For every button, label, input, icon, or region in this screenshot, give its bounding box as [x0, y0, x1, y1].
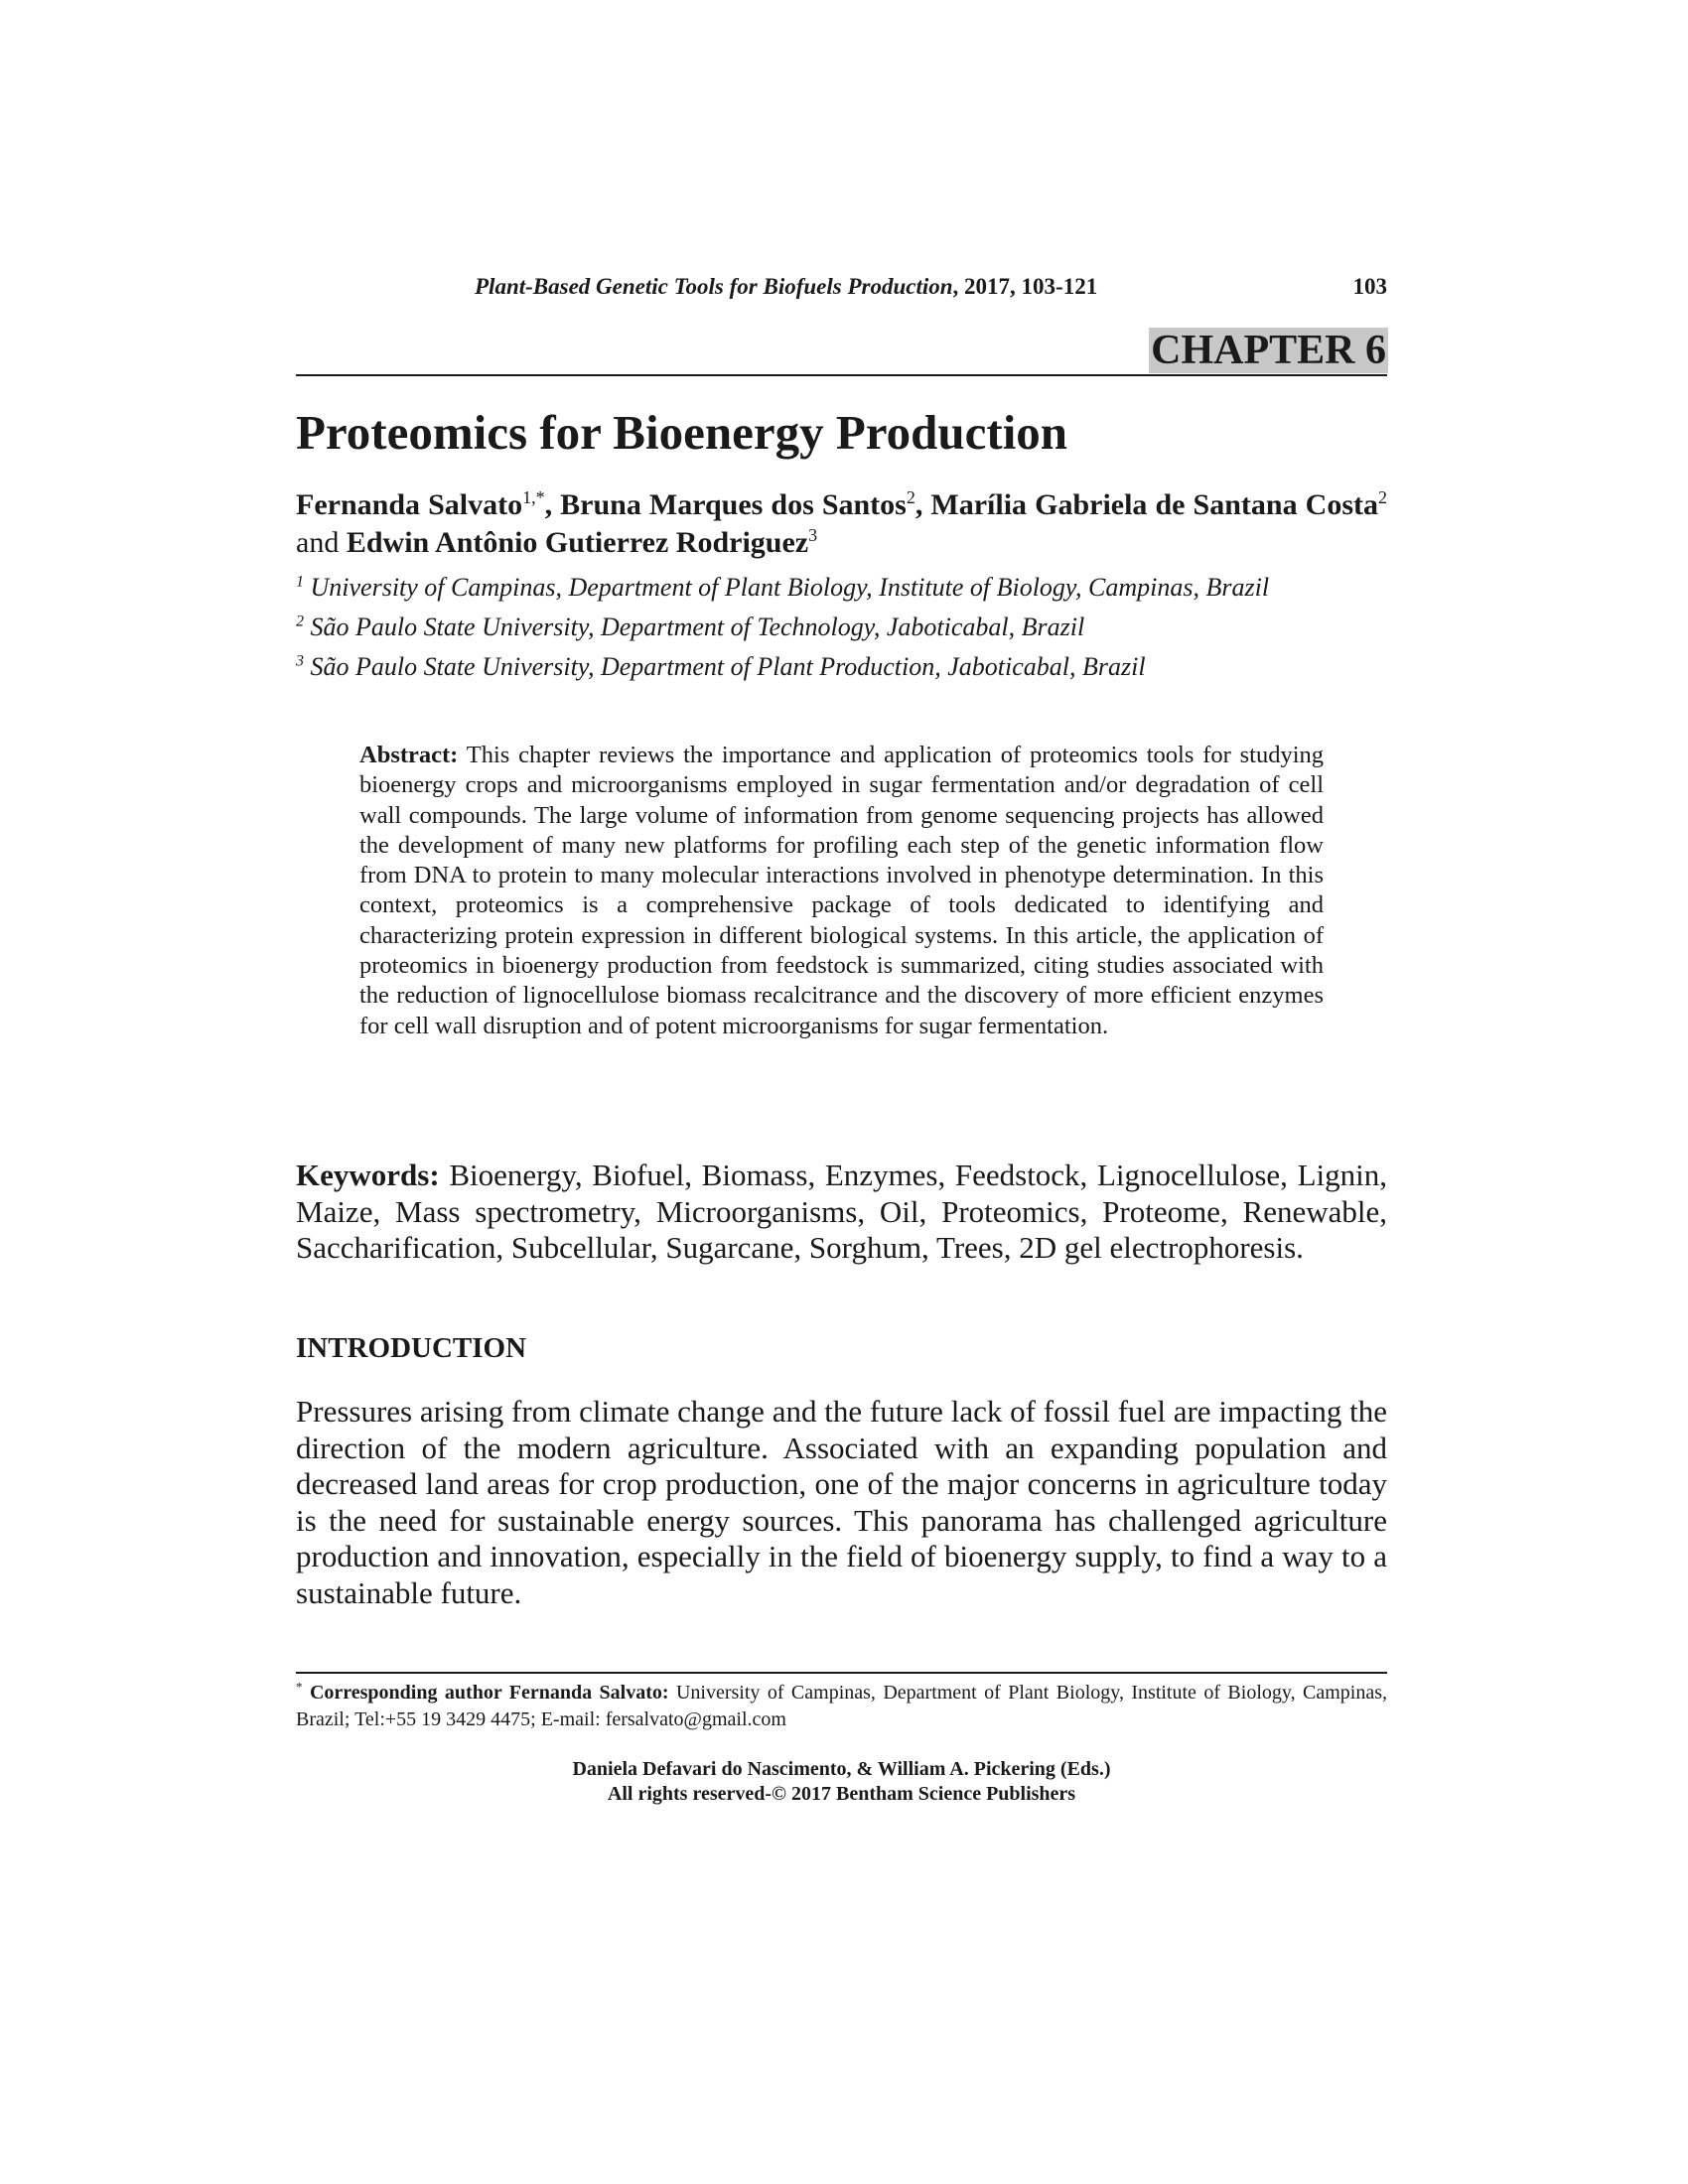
- footnote: [296, 1680, 1387, 1733]
- section-heading: INTRODUCTION: [296, 1332, 527, 1364]
- editors-line: Daniela Defavari do Nascimento, & William A. Pickering (Eds.): [572, 1758, 1111, 1780]
- rights-line: All rights reserved-© 2017 Bentham Science Publishers: [607, 1783, 1076, 1805]
- year-pages: , 2017, 103-121: [952, 274, 1098, 299]
- abstract: [359, 741, 1324, 1041]
- abstract-label: Abstract:: [359, 742, 459, 768]
- footnote-mark: *: [296, 1679, 303, 1695]
- footnote-text: University of Campinas, Department of Plant Biology, Institute of Biology, Campinas, Brazil; Tel:+55 19 3429 4475; E-mail: fersalvato@gmail.com: [296, 1682, 1388, 1730]
- affiliation-item: [296, 568, 1387, 608]
- keywords-label: Keywords:: [296, 1158, 440, 1192]
- chapter-title: Proteomics for Bioenergy Production: [296, 405, 1068, 460]
- running-header: [296, 274, 1387, 310]
- affiliation-text: São Paulo State University, Department of Plant Production, Jaboticabal, Brazil: [310, 652, 1146, 681]
- intro-paragraph: Pressures arising from climate change and the future lack of fossil fuel are impacting the direction of the modern agriculture. Associated with an expanding population and decreased land areas for crop production, one of the major concerns in agriculture today is the need for sustainable energy sources. This panorama has challenged agriculture production and innovation, especially in the field of bioenergy supply, to find a way to a sustainable future.: [296, 1394, 1387, 1610]
- page-number: 103: [1352, 274, 1387, 299]
- publisher-block: [296, 1757, 1387, 1807]
- abstract-text: This chapter reviews the importance and application of proteomics tools for studying bioenergy crops and microorganisms employed in sugar fermentation and/or degradation of cell wall compounds. The large volume of information from genome sequencing projects has allowed the development of many new platforms for profiling each step of the genetic information flow from DNA to protein to many molecular interactions involved in phenotype determination. In this context, proteomics is a comprehensive package of tools dedicated to identifying and characterizing protein expression in different biological systems. In this article, the application of proteomics in bioenergy production from feedstock is summarized, citing studies associated with the reduction of lignocellulose biomass recalcitrance and the discovery of more efficient enzymes for cell wall disruption and of potent microorganisms for sugar fermentation.: [359, 742, 1324, 1039]
- affiliation-item: [296, 608, 1387, 647]
- running-title: [475, 274, 1097, 300]
- author-separator: ,: [914, 488, 931, 521]
- author-name: Bruna Marques dos Santos: [560, 488, 907, 521]
- author-name: Edwin Antônio Gutierrez Rodriguez: [346, 526, 809, 559]
- chapter-label: CHAPTER 6: [1151, 328, 1386, 373]
- header-rule: [296, 374, 1387, 376]
- author-affiliation-mark: 1,*: [522, 487, 545, 507]
- author-affiliation-mark: 3: [808, 525, 818, 545]
- author-name: Marília Gabriela de Santana Costa: [930, 488, 1378, 521]
- author-list: [296, 486, 1387, 562]
- author-joiner: and: [296, 526, 340, 559]
- affiliation-mark: 2: [296, 613, 304, 630]
- author-separator: ,: [544, 488, 561, 521]
- affiliation-mark: 3: [296, 652, 304, 670]
- affiliation-text: São Paulo State University, Department of Technology, Jaboticabal, Brazil: [310, 613, 1085, 641]
- author-name: Fernanda Salvato: [296, 488, 523, 521]
- affiliation-list: [296, 568, 1387, 687]
- affiliation-text: University of Campinas, Department of Plant Biology, Institute of Biology, Campinas, Brazil: [310, 573, 1270, 602]
- author-affiliation-mark: 2: [1377, 487, 1387, 507]
- affiliation-item: [296, 647, 1387, 687]
- author-affiliation-mark: 2: [906, 487, 915, 507]
- keywords-text: Bioenergy, Biofuel, Biomass, Enzymes, Feedstock, Lignocellulose, Lignin, Maize, Mass spectrometry, Microorganisms, Oil, Proteomics, Proteome, Renewable, Saccharification, Subcellular, Sugarcane, Sorghum, Trees, 2D gel electrophoresis.: [296, 1158, 1387, 1265]
- footnote-rule: [296, 1672, 1387, 1674]
- affiliation-mark: 1: [296, 573, 304, 591]
- footnote-label: Corresponding author Fernanda Salvato:: [309, 1682, 669, 1704]
- book-title: Plant-Based Genetic Tools for Biofuels Production: [475, 274, 953, 299]
- keywords: [296, 1158, 1387, 1267]
